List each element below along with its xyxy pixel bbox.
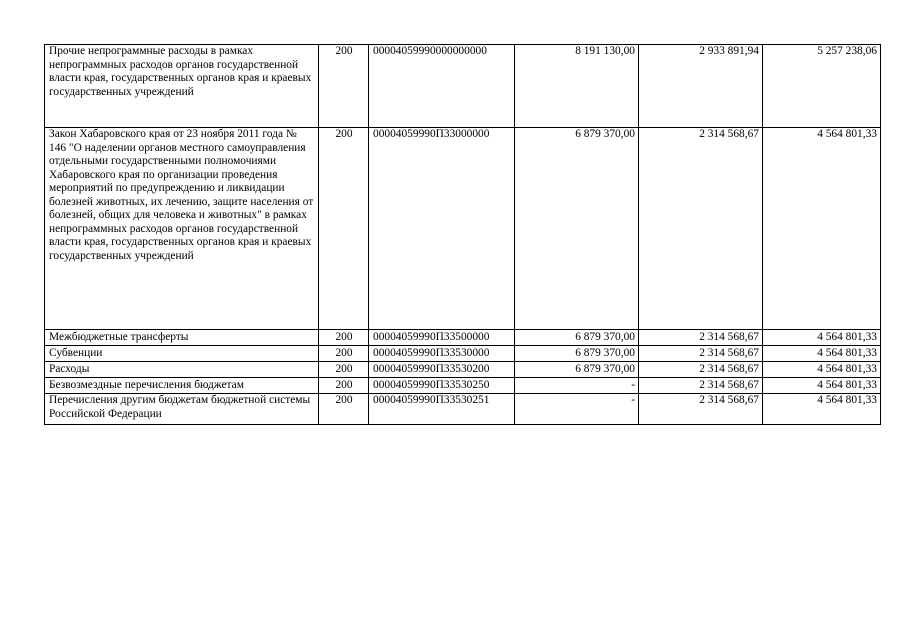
row-kvr-cell: 200	[319, 45, 369, 128]
row-kvr-cell: 200	[319, 346, 369, 362]
row-name-cell: Расходы	[45, 362, 319, 378]
row-name-cell: Перечисления другим бюджетам бюджетной системы Российской Федерации	[45, 394, 319, 425]
row-code-cell: 00004059990П33530251	[369, 394, 515, 425]
row-executed-cell: 2 314 568,67	[639, 394, 763, 425]
table-row	[45, 362, 881, 378]
row-remainder-cell: 4 564 801,33	[763, 362, 881, 378]
row-name-cell: Субвенции	[45, 346, 319, 362]
row-code-cell: 00004059990П33000000	[369, 128, 515, 330]
table-row	[45, 330, 881, 346]
row-executed-cell: 2 314 568,67	[639, 346, 763, 362]
row-executed-cell: 2 314 568,67	[639, 128, 763, 330]
row-executed-cell: 2 933 891,94	[639, 45, 763, 128]
table-row	[45, 346, 881, 362]
row-name-cell: Закон Хабаровского края от 23 ноября 2011 года № 146 "О наделении органов местного самоуправления отдельными государственными полномочиями Хабаровского края по организации проведения мероприятий по предупреждению и ликвидации болезней животных, их лечению, защите населения от болезней, общих для человека и животных" в рамках непрограммных расходов органов государственной власти края, государственных органов края и краевых государственных учреждений	[45, 128, 319, 330]
row-name-cell: Безвозмездные перечисления бюджетам	[45, 378, 319, 394]
row-remainder-cell: 4 564 801,33	[763, 330, 881, 346]
row-code-cell: 00004059990П33530000	[369, 346, 515, 362]
row-remainder-cell: 4 564 801,33	[763, 128, 881, 330]
row-name-cell: Межбюджетные трансферты	[45, 330, 319, 346]
row-kvr-cell: 200	[319, 378, 369, 394]
row-plan-cell: -	[515, 394, 639, 425]
row-plan-cell: -	[515, 378, 639, 394]
row-kvr-cell: 200	[319, 394, 369, 425]
table-row	[45, 45, 881, 128]
row-code-cell: 00004059990П33530250	[369, 378, 515, 394]
row-kvr-cell: 200	[319, 330, 369, 346]
budget-execution-table	[44, 44, 881, 425]
row-code-cell: 00004059990П33500000	[369, 330, 515, 346]
row-plan-cell: 6 879 370,00	[515, 346, 639, 362]
row-remainder-cell: 5 257 238,06	[763, 45, 881, 128]
row-remainder-cell: 4 564 801,33	[763, 378, 881, 394]
row-name-cell: Прочие непрограммные расходы в рамках непрограммных расходов органов государственной власти края, государственных органов края и краевых государственных учреждений	[45, 45, 319, 128]
row-code-cell: 00004059990000000000	[369, 45, 515, 128]
row-remainder-cell: 4 564 801,33	[763, 394, 881, 425]
row-remainder-cell: 4 564 801,33	[763, 346, 881, 362]
row-plan-cell: 6 879 370,00	[515, 362, 639, 378]
row-plan-cell: 6 879 370,00	[515, 330, 639, 346]
row-kvr-cell: 200	[319, 362, 369, 378]
table-row	[45, 128, 881, 330]
row-plan-cell: 8 191 130,00	[515, 45, 639, 128]
table-row	[45, 394, 881, 425]
row-plan-cell: 6 879 370,00	[515, 128, 639, 330]
row-executed-cell: 2 314 568,67	[639, 378, 763, 394]
table-row	[45, 378, 881, 394]
row-executed-cell: 2 314 568,67	[639, 362, 763, 378]
row-kvr-cell: 200	[319, 128, 369, 330]
row-executed-cell: 2 314 568,67	[639, 330, 763, 346]
row-code-cell: 00004059990П33530200	[369, 362, 515, 378]
